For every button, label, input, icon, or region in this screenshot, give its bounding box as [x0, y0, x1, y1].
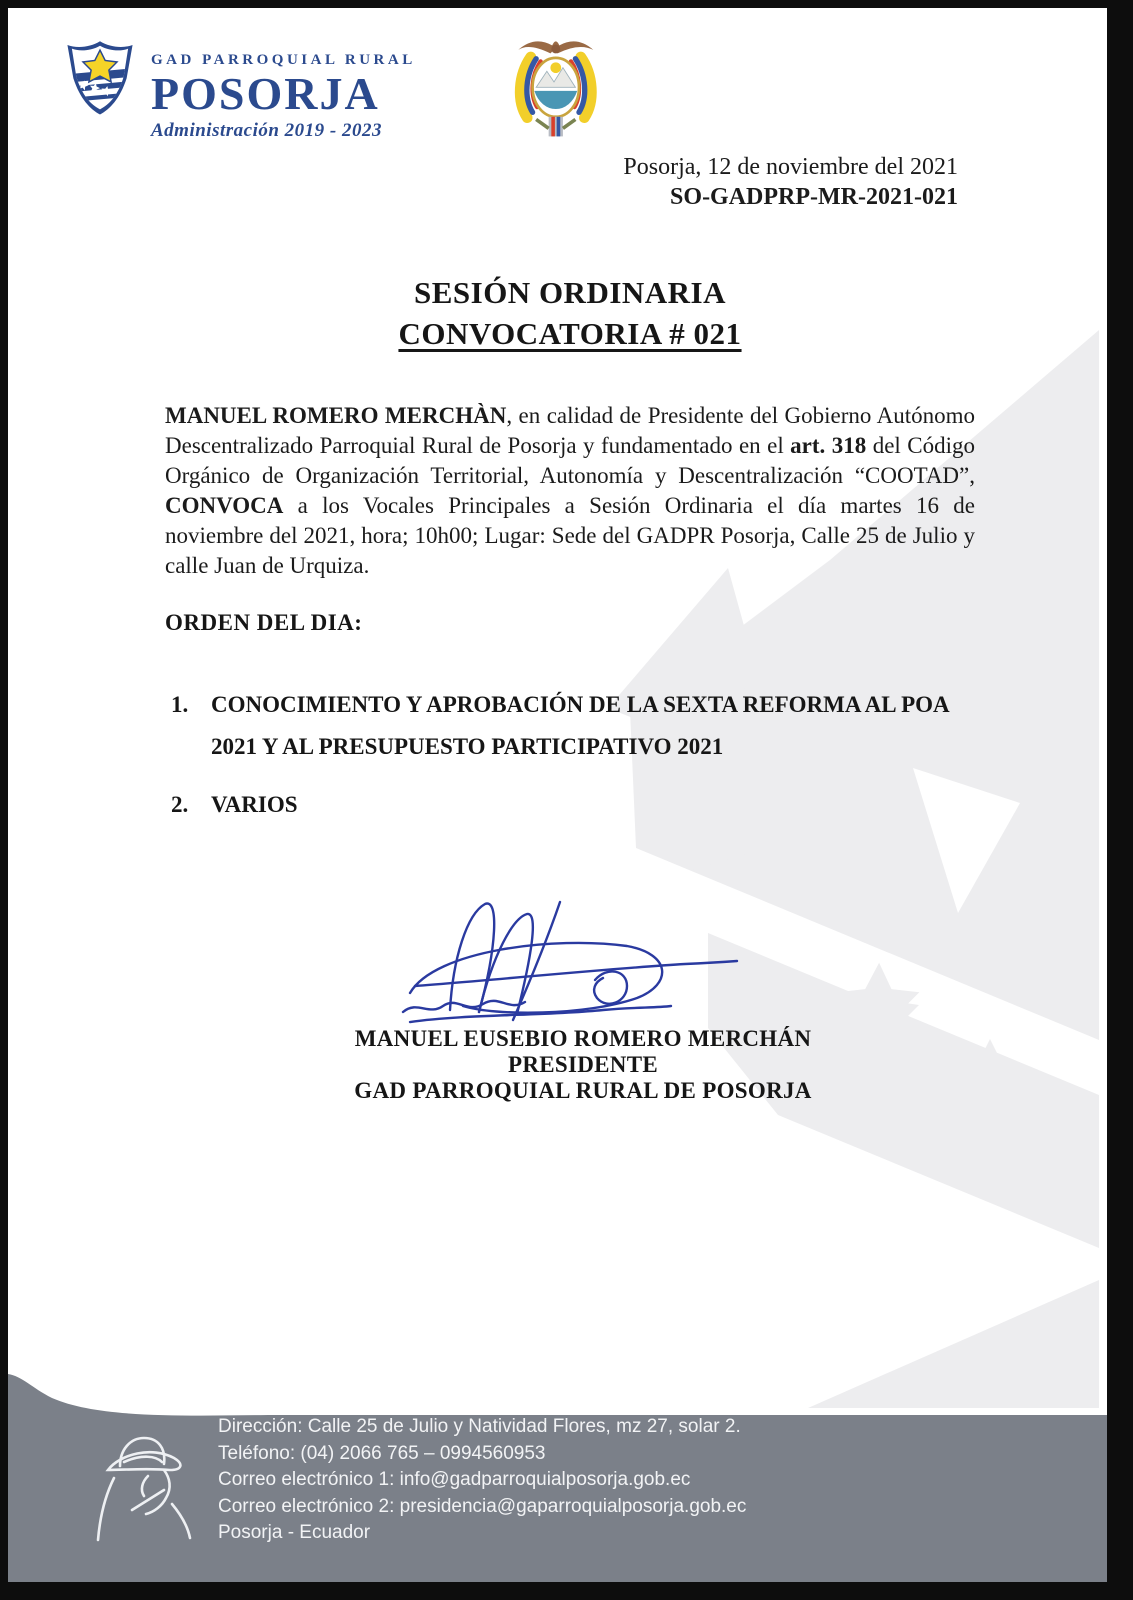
agenda-item — [171, 784, 981, 826]
footer-contact — [218, 1414, 746, 1547]
agenda-item-number: 2. — [171, 792, 189, 817]
signatory-role: PRESIDENTE — [508, 1052, 658, 1077]
body-text-1: , en calidad de Presidente del Gobierno Autónomo Descentralizado Parroquial Rural de Posorja y fundamentado en el — [165, 403, 976, 458]
ecuador-coat-of-arms-icon — [500, 32, 608, 148]
logo-administration: Administración 2019 - 2023 — [151, 120, 382, 141]
document-title — [165, 272, 975, 354]
agenda-item-text: CONOCIMIENTO Y APROBACIÓN DE LA SEXTA REFORMA AL POA 2021 Y AL PRESUPUESTO PARTICIPATIVO 2021 — [211, 692, 949, 759]
footer-email-1: Correo electrónico 1: info@gadparroquialposorja.gob.ec — [218, 1469, 691, 1490]
agenda-item-number: 1. — [171, 692, 189, 717]
document-date: Posorja, 12 de noviembre del 2021 — [623, 154, 958, 180]
agenda-item — [171, 684, 981, 768]
logo-shield-icon — [63, 38, 137, 120]
signature-ink — [355, 888, 755, 1038]
agenda-heading: ORDEN DEL DIA: — [165, 610, 363, 635]
logo-text — [151, 38, 416, 142]
signature-area — [165, 888, 975, 1104]
body-text-2: del Código Orgánico de Organización Territorial, Autonomía y Descentralización “COOTAD”, — [165, 433, 975, 488]
logo-tagline: GAD PARROQUIAL RURAL — [151, 52, 416, 68]
logo-name: POSORJA — [151, 68, 380, 119]
footer-location: Posorja - Ecuador — [218, 1522, 371, 1543]
title-line-2: CONVOCATORIA # 021 — [398, 316, 742, 351]
agenda-item-text: VARIOS — [211, 792, 298, 817]
body-text-3: a los Vocales Principales a Sesión Ordinaria el día martes 16 de noviembre del 2021, hora; 10h00; Lugar: Sede del GADPR Posorja, Calle 25 de Julio y calle Juan de Urquiza. — [165, 493, 975, 578]
document-page — [8, 8, 1107, 1582]
footer-email-2: Correo electrónico 2: presidencia@gaparroquialposorja.gob.ec — [218, 1495, 747, 1517]
man-with-hat-icon — [90, 1424, 200, 1554]
signatory-block — [191, 1026, 975, 1104]
date-block — [165, 152, 958, 212]
signatory-name: MANUEL EUSEBIO ROMERO MERCHÁN — [354, 1026, 812, 1051]
body-bold-article: art. 318 — [790, 433, 867, 458]
document-reference: SO-GADPRP-MR-2021-021 — [670, 184, 958, 210]
page-footer — [8, 1366, 1107, 1582]
body-paragraph — [165, 401, 975, 581]
footer-address: Dirección: Calle 25 de Julio y Natividad Flores, mz 27, solar 2. — [218, 1416, 741, 1437]
signatory-organization: GAD PARROQUIAL RURAL DE POSORJA — [354, 1078, 812, 1103]
body-bold-convoca: CONVOCA — [165, 493, 284, 518]
body-bold-name: MANUEL ROMERO MERCHÀN — [165, 403, 507, 428]
posorja-logo — [63, 38, 416, 142]
title-line-1: SESIÓN ORDINARIA — [413, 275, 727, 310]
agenda-list — [171, 684, 981, 826]
footer-phone: Teléfono: (04) 2066 765 – 0994560953 — [218, 1442, 546, 1464]
